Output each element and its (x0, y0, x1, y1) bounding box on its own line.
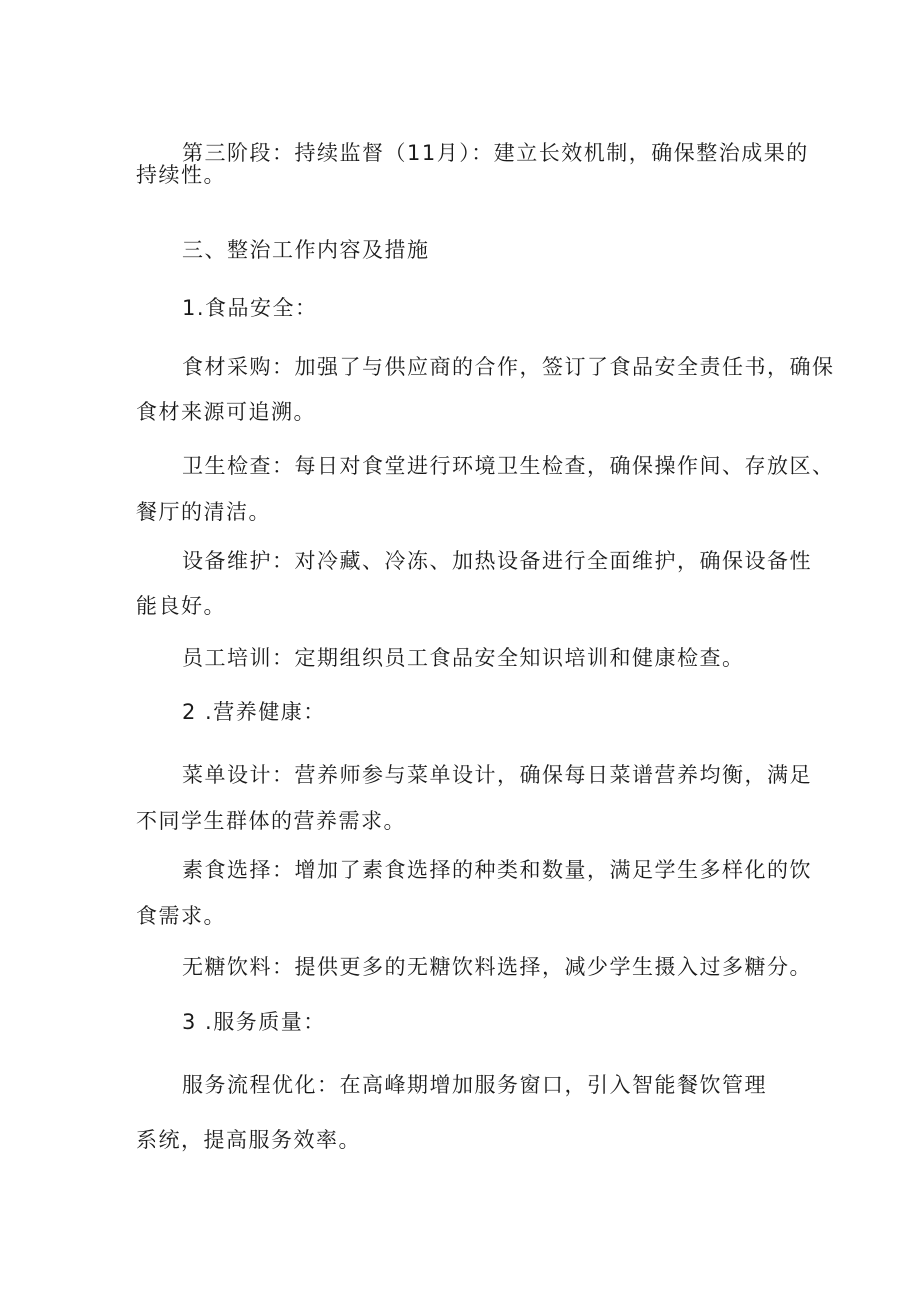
paragraph-purchasing-line1: 食材采购：加强了与供应商的合作，签订了食品安全责任书，确保 (182, 355, 835, 379)
paragraph-sugar-free: 无糖饮料：提供更多的无糖饮料选择，减少学生摄入过多糖分。 (182, 955, 812, 979)
paragraph-stage3-line2: 持续性。 (136, 163, 226, 187)
subheading-food-safety: 1.食品安全： (182, 296, 318, 320)
subheading-nutrition: 2 .营养健康： (182, 700, 326, 724)
paragraph-equipment-line1: 设备维护：对冷藏、冷冻、加热设备进行全面维护，确保设备性 (182, 549, 812, 573)
paragraph-service-line2: 系统，提高服务效率。 (136, 1128, 361, 1152)
paragraph-hygiene-line2: 餐厅的清洁。 (136, 500, 271, 524)
paragraph-menu-line2: 不同学生群体的营养需求。 (136, 809, 406, 833)
subheading-service: 3 .服务质量： (182, 1010, 326, 1034)
paragraph-purchasing-line2: 食材来源可追溯。 (136, 400, 316, 424)
paragraph-vegetarian-line1: 素食选择：增加了素食选择的种类和数量，满足学生多样化的饮 (182, 858, 812, 882)
paragraph-vegetarian-line2: 食需求。 (136, 904, 226, 928)
paragraph-menu-line1: 菜单设计：营养师参与菜单设计，确保每日菜谱营养均衡，满足 (182, 763, 812, 787)
paragraph-service-line1: 服务流程优化：在高峰期增加服务窗口，引入智能餐饮管理 (182, 1073, 767, 1097)
paragraph-training: 员工培训：定期组织员工食品安全知识培训和健康检查。 (182, 646, 745, 670)
paragraph-stage3-line1: 第三阶段：持续监督（11月）：建立长效机制，确保整治成果的 (182, 141, 809, 165)
section-heading-3: 三、整治工作内容及措施 (182, 238, 430, 262)
paragraph-hygiene-line1: 卫生检查：每日对食堂进行环境卫生检查，确保操作间、存放区、 (182, 454, 835, 478)
paragraph-equipment-line2: 能良好。 (136, 594, 226, 618)
